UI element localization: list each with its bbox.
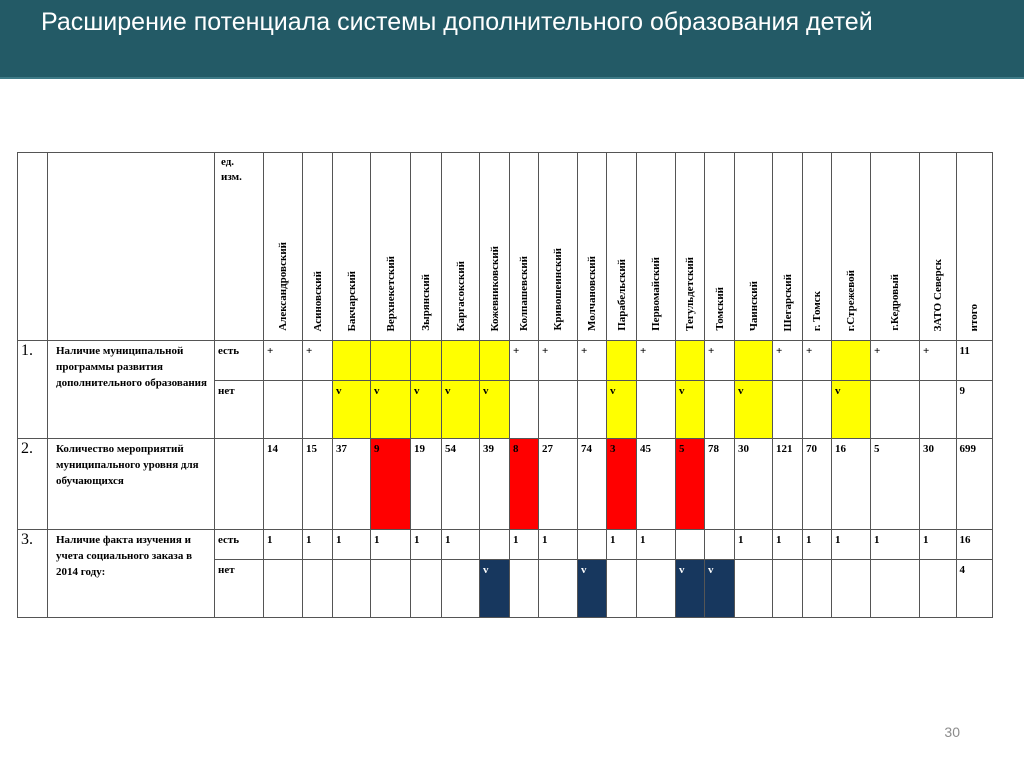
- region-header: [510, 153, 539, 341]
- row-number-text: 1.: [21, 342, 33, 359]
- value-cell: [705, 341, 735, 381]
- value-cell: [333, 439, 371, 530]
- value-cell: [637, 560, 676, 618]
- value-cell-text: 1: [640, 534, 646, 546]
- region-header: [705, 153, 735, 341]
- value-cell: [832, 381, 871, 439]
- value-cell: [480, 439, 510, 530]
- value-cell: [803, 560, 832, 618]
- total-cell: [956, 530, 993, 560]
- value-cell: [539, 341, 578, 381]
- value-cell-text: v: [835, 385, 841, 397]
- region-header-text: Шегарский: [781, 273, 794, 331]
- value-cell: [578, 439, 607, 530]
- value-cell: [264, 341, 303, 381]
- value-cell-text: 78: [708, 443, 719, 455]
- value-cell-text: 1: [306, 534, 312, 546]
- total-cell: [956, 560, 993, 618]
- unit-header-text: ед. изм.: [221, 156, 242, 183]
- value-cell: [480, 341, 510, 381]
- value-cell-text: 3: [610, 443, 616, 455]
- total-cell-text: 16: [959, 534, 971, 546]
- value-cell: [637, 530, 676, 560]
- value-cell: [920, 560, 957, 618]
- value-cell: [705, 381, 735, 439]
- unit-cell: [215, 439, 264, 530]
- value-cell: [705, 560, 735, 618]
- value-cell-text: 1: [267, 534, 273, 546]
- value-cell: [735, 381, 773, 439]
- value-cell: [871, 530, 920, 560]
- value-cell-text: 1: [374, 534, 380, 546]
- value-cell: [303, 381, 333, 439]
- region-header-text: г.Стрежевой: [845, 269, 857, 331]
- value-cell-text: 121: [776, 443, 793, 455]
- value-cell-text: 19: [414, 443, 425, 455]
- value-cell: [303, 439, 333, 530]
- value-cell: [333, 530, 371, 560]
- region-header-text: Первомайский: [650, 257, 662, 331]
- unit-cell: [215, 560, 264, 618]
- region-header: [773, 153, 803, 341]
- value-cell: [442, 530, 480, 560]
- region-header-text: Асиновский: [311, 270, 324, 331]
- value-cell: [442, 560, 480, 618]
- region-header-text: Каргасокский: [454, 260, 467, 331]
- value-cell: [510, 530, 539, 560]
- value-cell-text: v: [414, 385, 420, 397]
- value-cell: [832, 560, 871, 618]
- row-label-text: Наличие факта изучения и учета социального заказа в 2014 году:: [56, 534, 193, 578]
- unit-cell-text: нет: [218, 385, 235, 397]
- unit-cell: [215, 381, 264, 439]
- value-cell-text: v: [483, 564, 489, 576]
- table-row: [18, 530, 993, 560]
- value-cell-text: 1: [874, 534, 880, 546]
- region-header-text: Колпашевский: [518, 256, 530, 331]
- value-cell: [637, 439, 676, 530]
- value-cell: [333, 560, 371, 618]
- unit-cell-text: нет: [218, 564, 235, 576]
- row-label-text: Количество мероприятий муниципального уровня для обучающихся: [56, 443, 199, 487]
- value-cell: [803, 381, 832, 439]
- value-cell: [578, 560, 607, 618]
- value-cell: [607, 381, 637, 439]
- value-cell: [871, 341, 920, 381]
- value-cell: [735, 439, 773, 530]
- region-header-text: Томский: [713, 287, 726, 331]
- value-cell: [539, 439, 578, 530]
- value-cell-text: +: [640, 345, 647, 357]
- row-number: [18, 530, 48, 618]
- value-cell: [333, 381, 371, 439]
- value-cell: [411, 439, 442, 530]
- value-cell: [607, 560, 637, 618]
- value-cell: [607, 341, 637, 381]
- header-row: [18, 153, 993, 341]
- region-header: [578, 153, 607, 341]
- region-header-text: Кожевниковский: [488, 245, 501, 331]
- region-header: [480, 153, 510, 341]
- value-cell-text: v: [581, 564, 587, 576]
- region-header: [411, 153, 442, 341]
- value-cell-text: +: [581, 345, 588, 357]
- value-cell-text: 1: [776, 534, 782, 546]
- value-cell-text: 1: [610, 534, 616, 546]
- region-header: [803, 153, 832, 341]
- value-cell: [371, 381, 411, 439]
- value-cell: [832, 439, 871, 530]
- region-header-text: Бакчарский: [345, 270, 358, 331]
- value-cell: [676, 381, 705, 439]
- value-cell-text: 16: [835, 443, 846, 455]
- value-cell: [578, 381, 607, 439]
- value-cell: [578, 341, 607, 381]
- value-cell: [480, 560, 510, 618]
- table-row: [18, 439, 993, 530]
- value-cell-text: 1: [835, 534, 841, 546]
- value-cell: [442, 381, 480, 439]
- region-header: [333, 153, 371, 341]
- value-cell: [539, 381, 578, 439]
- value-cell-text: 9: [374, 443, 380, 455]
- value-cell: [539, 560, 578, 618]
- value-cell-text: 8: [513, 443, 519, 455]
- value-cell-text: 5: [679, 443, 685, 455]
- region-header: [607, 153, 637, 341]
- row-label: [48, 341, 215, 439]
- value-cell: [607, 439, 637, 530]
- total-cell-text: 4: [959, 564, 965, 576]
- region-header-text: ЗАТО Северск: [931, 258, 944, 331]
- slide-title: Расширение потенциала системы дополнительного образования детей: [41, 8, 873, 36]
- value-cell: [803, 341, 832, 381]
- region-header-text: Молчановский: [586, 255, 598, 331]
- value-cell: [333, 341, 371, 381]
- value-cell: [371, 560, 411, 618]
- total-cell-text: 9: [959, 385, 965, 397]
- page-number: 30: [944, 724, 960, 740]
- value-cell-text: v: [336, 385, 342, 397]
- value-cell: [303, 341, 333, 381]
- value-cell: [411, 341, 442, 381]
- value-cell: [442, 341, 480, 381]
- total-cell-text: 699: [959, 443, 976, 455]
- slide-header: [0, 0, 1024, 79]
- value-cell: [264, 381, 303, 439]
- region-header: [871, 153, 920, 341]
- value-cell-text: +: [267, 345, 274, 357]
- value-cell: [735, 530, 773, 560]
- region-header: [676, 153, 705, 341]
- row-number: [18, 341, 48, 439]
- value-cell-text: 74: [581, 443, 592, 455]
- value-cell: [735, 560, 773, 618]
- row-number-text: 2.: [21, 440, 33, 457]
- value-cell: [411, 381, 442, 439]
- value-cell: [803, 530, 832, 560]
- value-cell-text: +: [874, 345, 881, 357]
- row-label-text: Наличие муниципальной программы развития дополнительного образования: [56, 345, 207, 389]
- value-cell: [539, 530, 578, 560]
- value-cell: [705, 439, 735, 530]
- value-cell: [773, 530, 803, 560]
- value-cell: [832, 530, 871, 560]
- region-header: [442, 153, 480, 341]
- value-cell-text: +: [708, 345, 715, 357]
- value-cell-text: 45: [640, 443, 651, 455]
- region-header: [735, 153, 773, 341]
- value-cell: [411, 530, 442, 560]
- region-header-text: Кривошеинский: [552, 248, 564, 331]
- value-cell-text: 37: [336, 443, 347, 455]
- region-header-text: г. Томск: [811, 290, 823, 331]
- value-cell: [411, 560, 442, 618]
- value-cell: [442, 439, 480, 530]
- value-cell: [371, 439, 411, 530]
- value-cell-text: 1: [513, 534, 519, 546]
- unit-header: [215, 153, 264, 341]
- row-number: [18, 439, 48, 530]
- value-cell-text: 39: [483, 443, 494, 455]
- value-cell-text: 30: [923, 443, 934, 455]
- value-cell: [676, 560, 705, 618]
- value-cell-text: 30: [738, 443, 749, 455]
- value-cell: [920, 439, 957, 530]
- value-cell: [803, 439, 832, 530]
- row-number-text: 3.: [21, 531, 33, 548]
- value-cell-text: 54: [445, 443, 456, 455]
- value-cell: [871, 381, 920, 439]
- header-label-cell: [48, 153, 215, 341]
- value-cell-text: 1: [923, 534, 929, 546]
- value-cell: [832, 341, 871, 381]
- total-header: [956, 153, 993, 341]
- value-cell: [773, 381, 803, 439]
- value-cell: [637, 341, 676, 381]
- value-cell-text: 14: [267, 443, 278, 455]
- value-cell: [264, 530, 303, 560]
- value-cell-text: v: [483, 385, 489, 397]
- region-header-text: г.Кедровый: [889, 274, 901, 331]
- value-cell: [510, 381, 539, 439]
- value-cell-text: +: [923, 345, 930, 357]
- value-cell-text: 15: [306, 443, 317, 455]
- value-cell: [303, 530, 333, 560]
- value-cell-text: +: [776, 345, 783, 357]
- total-cell: [956, 439, 993, 530]
- value-cell: [773, 560, 803, 618]
- value-cell: [705, 530, 735, 560]
- value-cell-text: 1: [738, 534, 744, 546]
- value-cell: [510, 341, 539, 381]
- value-cell-text: 1: [806, 534, 812, 546]
- region-header-text: Александровский: [277, 242, 289, 331]
- value-cell: [676, 341, 705, 381]
- total-cell-text: 11: [959, 345, 970, 357]
- value-cell: [871, 439, 920, 530]
- value-cell-text: 70: [806, 443, 817, 455]
- region-header: [539, 153, 578, 341]
- value-cell-text: v: [445, 385, 451, 397]
- value-cell: [773, 439, 803, 530]
- table-row: [18, 341, 993, 381]
- header-num-cell: [18, 153, 48, 341]
- value-cell: [578, 530, 607, 560]
- value-cell-text: v: [610, 385, 616, 397]
- value-cell: [920, 341, 957, 381]
- value-cell-text: v: [679, 564, 685, 576]
- value-cell-text: 1: [445, 534, 451, 546]
- value-cell-text: +: [542, 345, 549, 357]
- region-header-text: Тегульдетский: [684, 257, 696, 331]
- value-cell: [480, 530, 510, 560]
- region-header: [637, 153, 676, 341]
- value-cell: [735, 341, 773, 381]
- value-cell: [920, 530, 957, 560]
- value-cell: [480, 381, 510, 439]
- region-header: [832, 153, 871, 341]
- value-cell: [264, 560, 303, 618]
- total-cell: [956, 381, 993, 439]
- value-cell: [871, 560, 920, 618]
- value-cell-text: +: [513, 345, 520, 357]
- total-header-text: итого: [968, 303, 981, 331]
- value-cell: [773, 341, 803, 381]
- region-header: [920, 153, 957, 341]
- value-cell: [371, 341, 411, 381]
- region-header-text: Верхнекетский: [384, 255, 397, 331]
- value-cell: [676, 439, 705, 530]
- value-cell-text: 1: [542, 534, 548, 546]
- region-header: [371, 153, 411, 341]
- unit-cell-text: есть: [218, 345, 240, 357]
- value-cell-text: v: [679, 385, 685, 397]
- total-cell: [956, 341, 993, 381]
- region-header-text: Парабельский: [615, 259, 628, 331]
- value-cell: [920, 381, 957, 439]
- value-cell-text: 1: [336, 534, 342, 546]
- region-header: [303, 153, 333, 341]
- data-table: [17, 152, 993, 618]
- value-cell: [510, 439, 539, 530]
- value-cell: [607, 530, 637, 560]
- value-cell-text: 27: [542, 443, 553, 455]
- value-cell-text: +: [806, 345, 813, 357]
- value-cell-text: 1: [414, 534, 420, 546]
- value-cell: [510, 560, 539, 618]
- value-cell: [637, 381, 676, 439]
- value-cell: [303, 560, 333, 618]
- row-label: [48, 439, 215, 530]
- region-header: [264, 153, 303, 341]
- value-cell: [371, 530, 411, 560]
- row-label: [48, 530, 215, 618]
- region-header-text: Чаинский: [747, 280, 760, 331]
- unit-cell: [215, 530, 264, 560]
- unit-cell: [215, 341, 264, 381]
- region-header-text: Зырянский: [420, 274, 432, 331]
- value-cell-text: +: [306, 345, 313, 357]
- unit-cell-text: есть: [218, 534, 240, 546]
- value-cell-text: v: [708, 564, 714, 576]
- value-cell-text: v: [374, 385, 380, 397]
- value-cell-text: v: [738, 385, 744, 397]
- value-cell-text: 5: [874, 443, 880, 455]
- value-cell: [264, 439, 303, 530]
- value-cell: [676, 530, 705, 560]
